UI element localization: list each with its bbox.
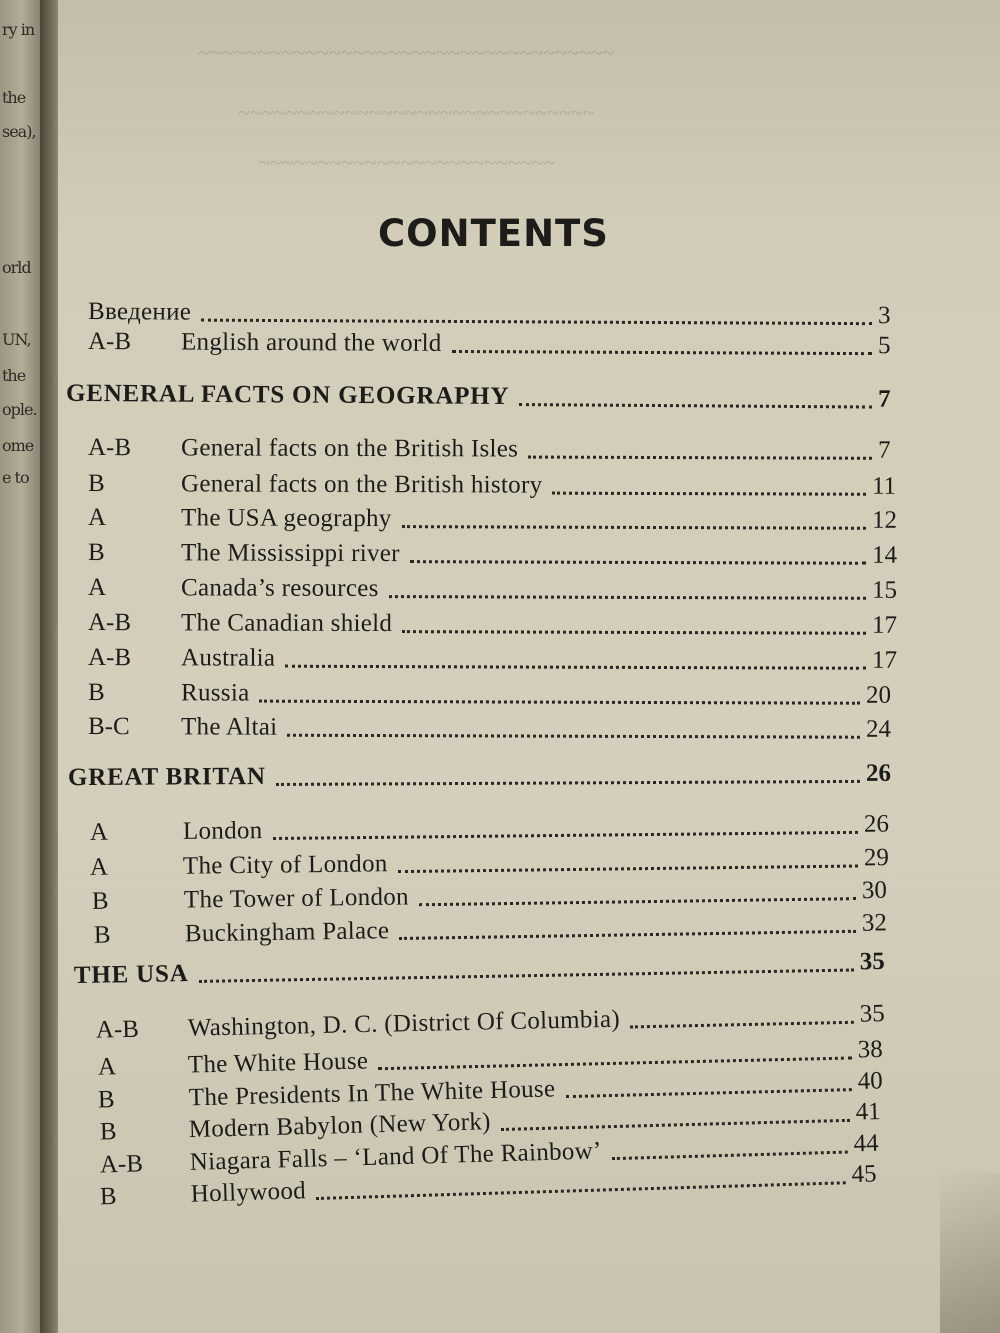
page-title: CONTENTS <box>378 212 609 255</box>
toc-page-number: 12 <box>871 506 898 534</box>
toc-page-number: 41 <box>855 1098 881 1126</box>
toc-leader-dots <box>398 862 858 873</box>
toc-page-number: 40 <box>857 1067 883 1095</box>
toc-page-number: 17 <box>871 611 898 639</box>
toc-leader-dots <box>501 1117 850 1131</box>
toc-entry-title: General facts on the British history <box>180 470 543 499</box>
toc-entry-level: B <box>99 1182 117 1211</box>
contents-page: ~~~~~~~~~~~~~~~~~~~~~~~~~~~~~~~~~~~ ~~~~~~~~~~~~~~~~~~~~~~~~~~~~~~ ~~~~~~~~~~~~~~~~~~~~~~~~~ <box>58 0 1000 1333</box>
toc-page-number: 44 <box>853 1129 879 1158</box>
toc-entry-title: The USA geography <box>180 504 392 533</box>
toc-page-number: 35 <box>859 947 886 976</box>
toc-entry-level: A-B <box>87 609 132 637</box>
toc-leader-dots <box>273 829 858 840</box>
adjacent-page-fragment: ry in <box>2 20 35 39</box>
toc-page-number: 3 <box>877 302 891 330</box>
toc-entry-level: A-B <box>87 644 132 672</box>
toc-entry-title: Hollywood <box>190 1177 307 1208</box>
toc-entry-title: General facts on the British Isles <box>180 434 519 463</box>
toc-entry-level: B-C <box>87 713 130 741</box>
toc-leader-dots <box>519 401 872 408</box>
adjacent-page-fragment: UN, <box>2 330 31 349</box>
toc-page-number: 11 <box>871 472 897 500</box>
toc-entry-title: The Presidents In The White House <box>188 1075 556 1112</box>
adjacent-page-fragment: sea), <box>2 122 36 141</box>
toc-entry-title: The Altai <box>180 713 278 741</box>
toc-leader-dots <box>630 1019 854 1029</box>
toc-entry-level: B <box>87 470 105 498</box>
toc-leader-dots <box>199 966 854 982</box>
toc-entry-level: A-B <box>99 1150 144 1179</box>
toc-entry-level: A-B <box>87 434 132 462</box>
toc-page-number: 29 <box>863 844 890 872</box>
adjacent-page-fragment: the <box>2 88 26 107</box>
adjacent-page-fragment: e to <box>2 468 29 487</box>
toc-page-number: 30 <box>861 876 888 905</box>
adjacent-page-fragment: orld <box>2 258 31 277</box>
toc-entry-level: B <box>87 539 105 567</box>
toc-section-row[interactable] <box>0 377 1000 424</box>
toc-page-number: 24 <box>865 715 892 743</box>
toc-page-number: 35 <box>859 1000 886 1028</box>
toc-page-number: 26 <box>865 759 892 787</box>
toc-entry-title: The Canadian shield <box>180 609 393 638</box>
toc-entry-title: London <box>182 817 263 845</box>
toc-entry-title: Modern Babylon (New York) <box>188 1108 492 1144</box>
toc-entry-level: B <box>93 921 111 949</box>
toc-entry-title: Washington, D. C. (District Of Columbia) <box>187 1005 621 1042</box>
toc-section-title: GREAT BRITAN <box>67 763 266 792</box>
toc-section-row[interactable] <box>0 757 1000 802</box>
toc-leader-dots <box>287 732 860 739</box>
toc-page-number: 7 <box>877 385 891 413</box>
toc-leader-dots <box>285 663 866 670</box>
toc-section-title: GENERAL FACTS ON GEOGRAPHY <box>65 379 510 410</box>
toc-entry-level: A <box>87 574 107 602</box>
toc-entry-level: A-B <box>87 328 132 356</box>
toc-leader-dots <box>389 593 866 600</box>
toc-leader-dots <box>566 1086 852 1098</box>
toc-leader-dots <box>316 1179 846 1200</box>
toc-entry-title: The City of London <box>182 850 388 880</box>
toc-page-number: 17 <box>871 646 898 674</box>
toc-entry-row[interactable] <box>0 326 1000 371</box>
toc-entry-title: The Tower of London <box>183 883 410 914</box>
toc-entry-title: Niagara Falls – ‘Land Of The Rainbow’ <box>189 1137 602 1176</box>
toc-entry-level: A <box>89 853 109 881</box>
toc-entry-title: The Mississippi river <box>180 539 400 568</box>
toc-leader-dots <box>552 490 866 496</box>
page-corner-shadow <box>940 1173 1000 1333</box>
toc-page-number: 20 <box>865 681 892 709</box>
toc-leader-dots <box>528 454 872 460</box>
toc-leader-dots <box>452 348 872 355</box>
toc-entry-row[interactable] <box>0 711 1000 754</box>
toc-leader-dots <box>276 778 860 786</box>
toc-entry-level: A-B <box>95 1015 140 1044</box>
toc-entry-title: Australia <box>180 644 276 672</box>
toc-page-number: 38 <box>857 1035 883 1064</box>
toc-entry-level: B <box>91 887 109 915</box>
toc-page-number: 7 <box>877 436 891 464</box>
toc-page-number: 14 <box>871 541 898 569</box>
toc-leader-dots <box>612 1149 848 1161</box>
toc-entry-level: B <box>99 1118 117 1146</box>
toc-entry-level: A <box>97 1053 117 1081</box>
toc-leader-dots <box>259 698 860 705</box>
toc-leader-dots <box>201 317 872 326</box>
toc-entry-level: B <box>87 679 105 707</box>
toc-entry-title: Введение <box>87 298 192 326</box>
toc-entry-title: Canada’s resources <box>180 574 379 603</box>
toc-entry-title: Russia <box>180 679 250 707</box>
toc-page-number: 26 <box>863 810 890 838</box>
adjacent-page-fragment: the <box>2 366 26 385</box>
toc-entry-level: A <box>89 818 109 846</box>
toc-leader-dots <box>402 523 866 530</box>
toc-entry-title: English around the world <box>180 328 442 357</box>
toc-entry-level: A <box>87 504 107 532</box>
toc-entry-level: B <box>97 1086 115 1114</box>
toc-entry-title: Buckingham Palace <box>184 917 390 948</box>
toc-leader-dots <box>419 895 856 906</box>
toc-section-title: THE USA <box>73 960 189 990</box>
toc-leader-dots <box>399 928 856 940</box>
toc-page-number: 5 <box>877 332 891 360</box>
toc-page-number: 45 <box>851 1160 877 1189</box>
adjacent-page-fragment: ople. <box>2 400 37 419</box>
toc-page-number: 32 <box>861 909 888 937</box>
toc-entry-title: The White House <box>187 1047 369 1079</box>
adjacent-page-fragment: ome <box>2 436 34 455</box>
toc-leader-dots <box>402 628 866 635</box>
toc-leader-dots <box>410 558 866 565</box>
toc-page-number: 15 <box>871 576 898 604</box>
